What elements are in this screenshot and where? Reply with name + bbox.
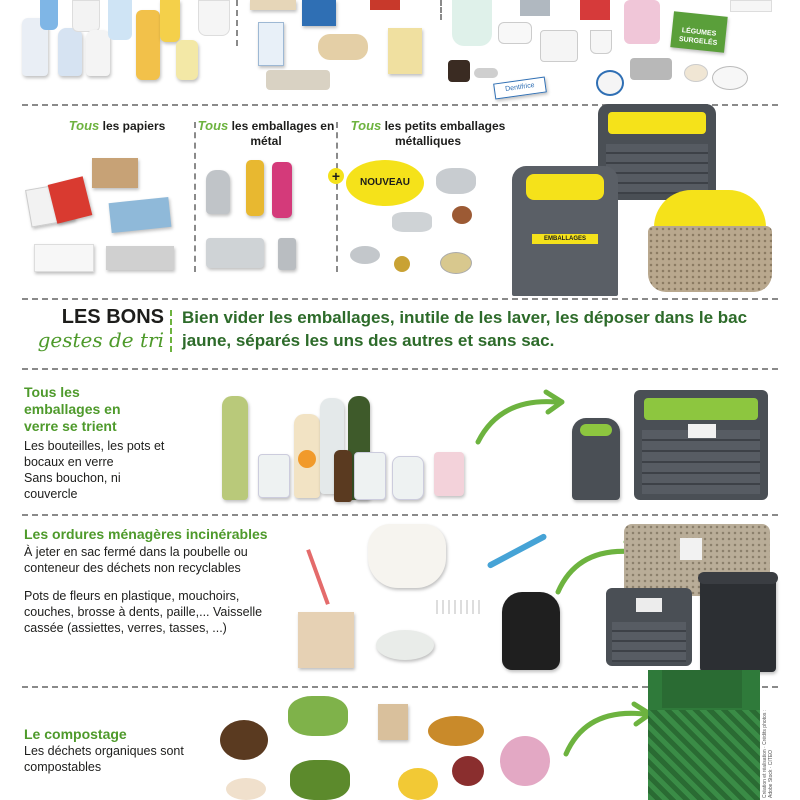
water-bottle [108, 0, 132, 40]
good-gestures-title-gestes: gestes [37, 328, 103, 352]
glass-container-sticker [688, 424, 716, 438]
bin-yellow-lid [608, 112, 706, 134]
milk-carton [258, 22, 284, 66]
household-text-1: À jeter en sac fermé dans la poubelle ou conteneur des déchets non recyclables [24, 545, 248, 575]
aluminium-tray [206, 238, 264, 268]
vegetable-scraps [288, 696, 348, 736]
bagged-lettuce [624, 0, 660, 44]
leaves [290, 760, 350, 800]
good-gestures-title-detri: de tri [109, 328, 164, 352]
white-bottle [86, 30, 110, 76]
top-divider-1 [236, 0, 238, 46]
bottle-cap [394, 256, 410, 272]
dessert-pot [448, 60, 470, 82]
grey-container-sticker [636, 598, 662, 612]
spoon-cup [474, 68, 498, 78]
spray-can [272, 162, 292, 218]
toilet-roll-tubes [318, 34, 368, 60]
crisp-packet [520, 0, 550, 16]
juice-bottle [160, 0, 180, 42]
front-bin-yellow-top [526, 174, 604, 200]
glass-container-large [634, 390, 768, 500]
compost-bin [648, 670, 760, 800]
new-badge-label: NOUVEAU [359, 177, 410, 188]
grey-tray [630, 58, 672, 80]
aerosol-can [206, 170, 230, 214]
cotton-swabs [432, 600, 482, 614]
glass-bin-small [572, 418, 620, 500]
yogurt-pot [590, 30, 612, 54]
straw [306, 549, 330, 605]
tin-can [278, 238, 296, 270]
plastic-bottle-blue [40, 0, 58, 30]
tray [498, 22, 532, 44]
red-packet [580, 0, 610, 20]
cereal-box [388, 28, 422, 74]
wheelie-bin [700, 572, 776, 672]
divider-household [22, 514, 778, 516]
orange-label [298, 450, 316, 468]
gestures-vertical-divider [170, 310, 172, 352]
plastic-container [540, 30, 578, 62]
round-bin-body [648, 226, 772, 292]
coffee-capsule [452, 206, 472, 224]
plus-sign: + [331, 168, 341, 184]
toothbrush [486, 533, 547, 569]
good-gestures-title-line2 [24, 328, 164, 352]
credits: Création et réalisation · Crédits photos : Adobe Stock · CITEO [762, 709, 774, 798]
paper-bag [298, 612, 354, 668]
front-bin-label [532, 234, 598, 244]
mayo-bottle [176, 40, 198, 80]
compost-text: Les déchets organiques sont compostables [24, 744, 184, 774]
small-lid-pot [596, 70, 624, 96]
household-title: Les ordures ménagères incinérables [24, 526, 268, 542]
metal-header-prefix: Tous [197, 118, 229, 133]
foil-balls [436, 168, 476, 194]
brown-bottle [334, 450, 352, 502]
drink-can [246, 160, 264, 216]
new-badge [346, 160, 424, 206]
glass-text-1: Les bouteilles, les pots et bocaux en verre [24, 439, 165, 469]
fruit-peel [452, 756, 484, 786]
plus-badge [328, 168, 344, 184]
lid [712, 66, 748, 90]
broken-dish [376, 630, 434, 660]
grey-container [606, 588, 692, 666]
good-gestures-title [24, 306, 164, 352]
papers-header-text: les papiers [102, 119, 166, 133]
glass-container-slats [642, 430, 760, 494]
frozen-box-label: LÉGUMES SURGELÉS [678, 27, 718, 47]
glass-title: Tous les emballages en verre se trient [24, 384, 121, 434]
small-metal-header-prefix: Tous [350, 118, 382, 133]
wilted-flowers [500, 736, 550, 786]
oil-bottle [136, 10, 160, 80]
stone-container-sticker [680, 538, 702, 560]
frozen-vegetables-box [670, 11, 727, 52]
toothpaste-label: Dentifrice [504, 81, 536, 94]
small-metal-header-text: les petits emballages métalliques [384, 119, 506, 148]
tea-bag [378, 704, 408, 740]
bin-label-text: EMBALLAGES [544, 236, 586, 242]
can-lid [350, 246, 380, 264]
small-metal-header [348, 118, 508, 149]
vertical-divider-metal [336, 122, 338, 272]
good-gestures-text: Bien vider les emballages, inutile de les laver, les déposer dans le bac jaune, séparés les uns des autres et sans sac. [182, 308, 748, 350]
eggshell [226, 778, 266, 800]
divider-gestures [22, 298, 778, 300]
metal-lid [440, 252, 472, 274]
glass-text-2: Sans bouchon, ni couvercle [24, 471, 121, 501]
metal-header [196, 118, 336, 149]
egg-carton [266, 70, 330, 90]
glass-bin-small-top [580, 424, 612, 436]
folded-paper [370, 0, 400, 10]
good-gestures-title-line1: LES BONS [61, 306, 164, 328]
compost-bin-mesh [648, 710, 760, 800]
crushed-foil [392, 212, 432, 232]
glass-jar-round [392, 456, 424, 500]
bin-slats [606, 144, 708, 194]
papers-header [52, 118, 182, 134]
plastic-bag [452, 0, 492, 46]
glass-arrow-icon [470, 390, 570, 450]
white-envelope [34, 244, 94, 272]
perfume-bottle [434, 452, 464, 496]
glass-jar-large [354, 452, 386, 500]
newspaper [106, 246, 174, 270]
top-product-strip [0, 0, 800, 100]
banana [398, 768, 438, 800]
grey-container-slats [612, 622, 686, 662]
compost-arrow-icon [560, 700, 656, 760]
metal-header-text: les emballages en métal [231, 119, 335, 148]
round-yellow-bin [648, 190, 772, 294]
divider-glass [22, 368, 778, 370]
toothpaste-tube [493, 76, 547, 99]
plastic-tub [684, 64, 708, 82]
glass-container-green-top [644, 398, 758, 420]
milk-bottle [72, 0, 100, 32]
papers-header-prefix: Tous [68, 118, 100, 133]
shampoo-bottle [58, 28, 82, 76]
garbage-bag [502, 592, 560, 670]
recycling-bin-front [512, 166, 618, 296]
white-jug [198, 0, 230, 36]
juice-carton [302, 0, 336, 26]
household-text-2: Pots de fleurs en plastique, mouchoirs, couches, brosse à dents, paille,... Vaisselle cassée (assiettes, verres, tasses, ...) [24, 589, 263, 635]
wheelie-bin-lid [698, 572, 778, 584]
wine-bottle-green [222, 396, 248, 500]
coffee-grounds [220, 720, 268, 760]
plastic-film [730, 0, 772, 12]
diaper [368, 524, 446, 588]
compost-title: Le compostage [24, 726, 127, 742]
envelope [92, 158, 138, 188]
glass-jar-small [258, 454, 290, 498]
top-divider-2 [440, 0, 442, 20]
banana-peel [428, 716, 484, 746]
magazines [109, 197, 172, 233]
compost-bin-lid [662, 670, 742, 708]
cardboard-box [250, 0, 296, 10]
